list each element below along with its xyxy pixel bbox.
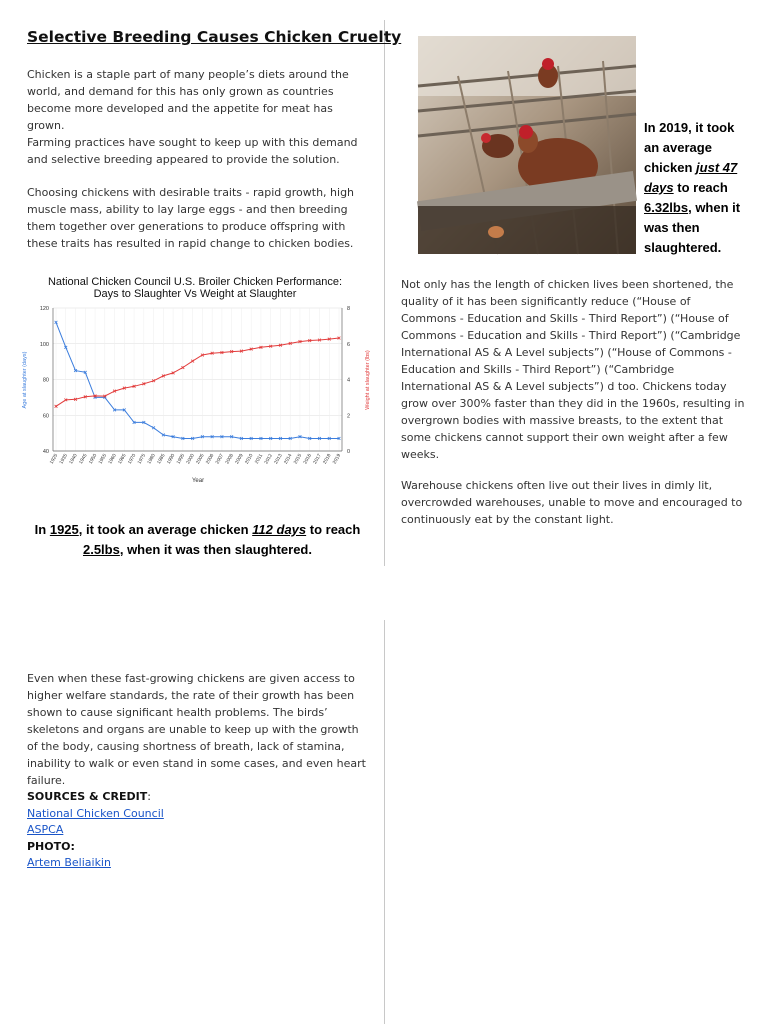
chart-x-tick-label: 1925 [49, 453, 60, 466]
callout-1925-days: 112 days [252, 522, 307, 537]
chart-x-tick-label: 1965 [117, 453, 128, 466]
chart-y-label: Age at slaughter (days) [22, 351, 28, 409]
callout-2019-text-3: , when it was then slaughtered. [644, 200, 741, 255]
broiler-performance-chart [20, 268, 370, 486]
chart-x-tick-label: 1935 [59, 453, 69, 466]
chart-x-tick-label: 2019 [332, 453, 343, 466]
chart-x-tick-label: 2006 [205, 453, 216, 466]
chart-svg [20, 268, 370, 486]
chart-y-tick-label: 100 [39, 341, 49, 348]
chart-y2-tick-label: 8 [347, 306, 351, 312]
chart-x-tick-label: 1960 [108, 453, 118, 466]
chart-x-tick-label: 1970 [127, 453, 138, 466]
photo-label: PHOTO: [27, 839, 75, 853]
chart-x-tick-label: 2000 [186, 453, 196, 466]
article-title: Selective Breeding Causes Chicken Cruelty [27, 28, 402, 46]
chart-x-tick-label: 1950 [88, 453, 99, 466]
callout-2019 [644, 118, 752, 258]
chart-y2-label: Weight at slaughter (lbs) [365, 350, 371, 410]
chart-x-tick-label: 2007 [215, 453, 226, 466]
chart-x-tick-label: 2013 [274, 453, 284, 466]
chart-x-tick-label: 2014 [283, 453, 294, 466]
callout-2019-days: just 47 days [644, 160, 738, 195]
callout-2019-text-2: to reach [673, 180, 728, 195]
intro-paragraph-3: Choosing chickens with desirable traits - rapid growth, high muscle mass, ability to lay large eggs - and then breeding them together over generations to produce offspring with these traits has resulted in rapid change to chicken bodies. [27, 186, 355, 250]
chart-x-tick-label: 1990 [166, 453, 177, 466]
chart-x-label: Year [191, 478, 205, 484]
chart-y2-tick-label: 0 [347, 449, 351, 455]
chicken-cage-photo [418, 36, 636, 254]
chart-y-tick-label: 60 [42, 413, 49, 420]
chart-x-tick-label: 1985 [156, 453, 167, 466]
chart-y-tick-label: 40 [42, 449, 49, 455]
chart-x-tick-label: 1955 [98, 453, 109, 466]
chart-x-tick-label: 2005 [195, 453, 206, 466]
chart-y2-tick-label: 4 [347, 377, 351, 384]
chart-x-tick-label: 1940 [69, 453, 79, 466]
right-paragraph-2: Warehouse chickens often live out their lives in dimly lit, overcrowded warehouses, unable to move and encouraged to continuously eat by the constant light. [401, 479, 743, 526]
callout-1925-text-1: In [34, 522, 50, 537]
callout-1925-text-2: , it took an average chicken [78, 522, 253, 537]
callout-1925-weight: 2.5lbs [82, 542, 120, 557]
sources-block [27, 789, 164, 872]
intro-paragraph-1: Chicken is a staple part of many people’s diets around the world, and demand for this has only grown as countries become more developed and the appetite for meat has grown. [27, 68, 349, 132]
callout-1925-year: 1925 [49, 522, 79, 537]
chart-y2-tick-label: 6 [347, 341, 351, 348]
chart-x-tick-label: 2016 [303, 453, 313, 466]
sources-label: SOURCES & CREDIT [27, 790, 148, 803]
chart-x-tick-label: 2010 [244, 453, 255, 466]
callout-2019-weight: 6.32lbs [644, 200, 689, 215]
callout-2019-text-1: In 2019, it took an average chicken [644, 120, 735, 175]
chart-x-tick-label: 1995 [176, 453, 187, 466]
chart-y-tick-label: 80 [42, 377, 49, 384]
chart-title-line-2: Days to Slaughter Vs Weight at Slaughter [93, 288, 297, 300]
chart-title-line-1: National Chicken Council U.S. Broiler Chicken Performance: [47, 276, 343, 288]
callout-1925 [25, 520, 370, 560]
callout-1925-text-4: , when it was then slaughtered. [119, 542, 312, 557]
chart-x-tick-label: 2015 [293, 453, 304, 466]
health-paragraph: Even when these fast-growing chickens are given access to higher welfare standards, the rate of their growth has been shown to cause significant health problems. The birds’ skeletons and organs are unable to keep up with the growth of the body, causing shortness of breath, lack of stamina, inability to walk or even stand in some cases, and even heart failure. [27, 672, 366, 787]
column-divider-bottom [384, 620, 385, 1024]
chart-x-tick-label: 2012 [264, 453, 274, 466]
chart-y2-tick-label: 2 [347, 413, 351, 420]
link-artem-beliaikin[interactable]: Artem Beliaikin [27, 856, 111, 869]
chart-x-tick-label: 2011 [254, 453, 265, 465]
callout-1925-text-3: to reach [306, 522, 361, 537]
chart-x-tick-label: 2009 [234, 453, 245, 466]
link-aspca[interactable]: ASPCA [27, 823, 64, 836]
chart-x-tick-label: 1945 [78, 453, 89, 466]
link-national-chicken-council[interactable]: National Chicken Council [27, 806, 164, 820]
chart-x-tick-label: 2018 [322, 453, 333, 466]
chart-y-tick-label: 120 [39, 306, 49, 312]
sources-colon: : [147, 790, 151, 803]
intro-paragraph-2: Farming practices have sought to keep up with this demand and selective breeding appeared to provide the solution. [27, 136, 358, 166]
chart-x-tick-label: 2008 [225, 453, 235, 466]
chart-x-tick-label: 1980 [147, 453, 157, 466]
chart-x-tick-label: 1975 [137, 453, 148, 466]
right-paragraph-1: Not only has the length of chicken lives been shortened, the quality of it has been significantly reduce (“House of Commons - Education and Skills - Third Report”) (“House of Commons - Education and Skills - Third Report”) (“Cambridge International AS & A Level subjects”) (“House of Commons - Education and Skills - Third Report”) (“Cambridge International AS & A Level subjects”) d too. Chickens today grow over 300% faster than they did in the 1960s, resulting in overgrown bodies with massive breasts, to the extent that some chickens cannot support their own weight after a few weeks. [401, 278, 745, 461]
column-divider-top [384, 20, 385, 566]
chart-x-tick-label: 2017 [313, 453, 323, 466]
